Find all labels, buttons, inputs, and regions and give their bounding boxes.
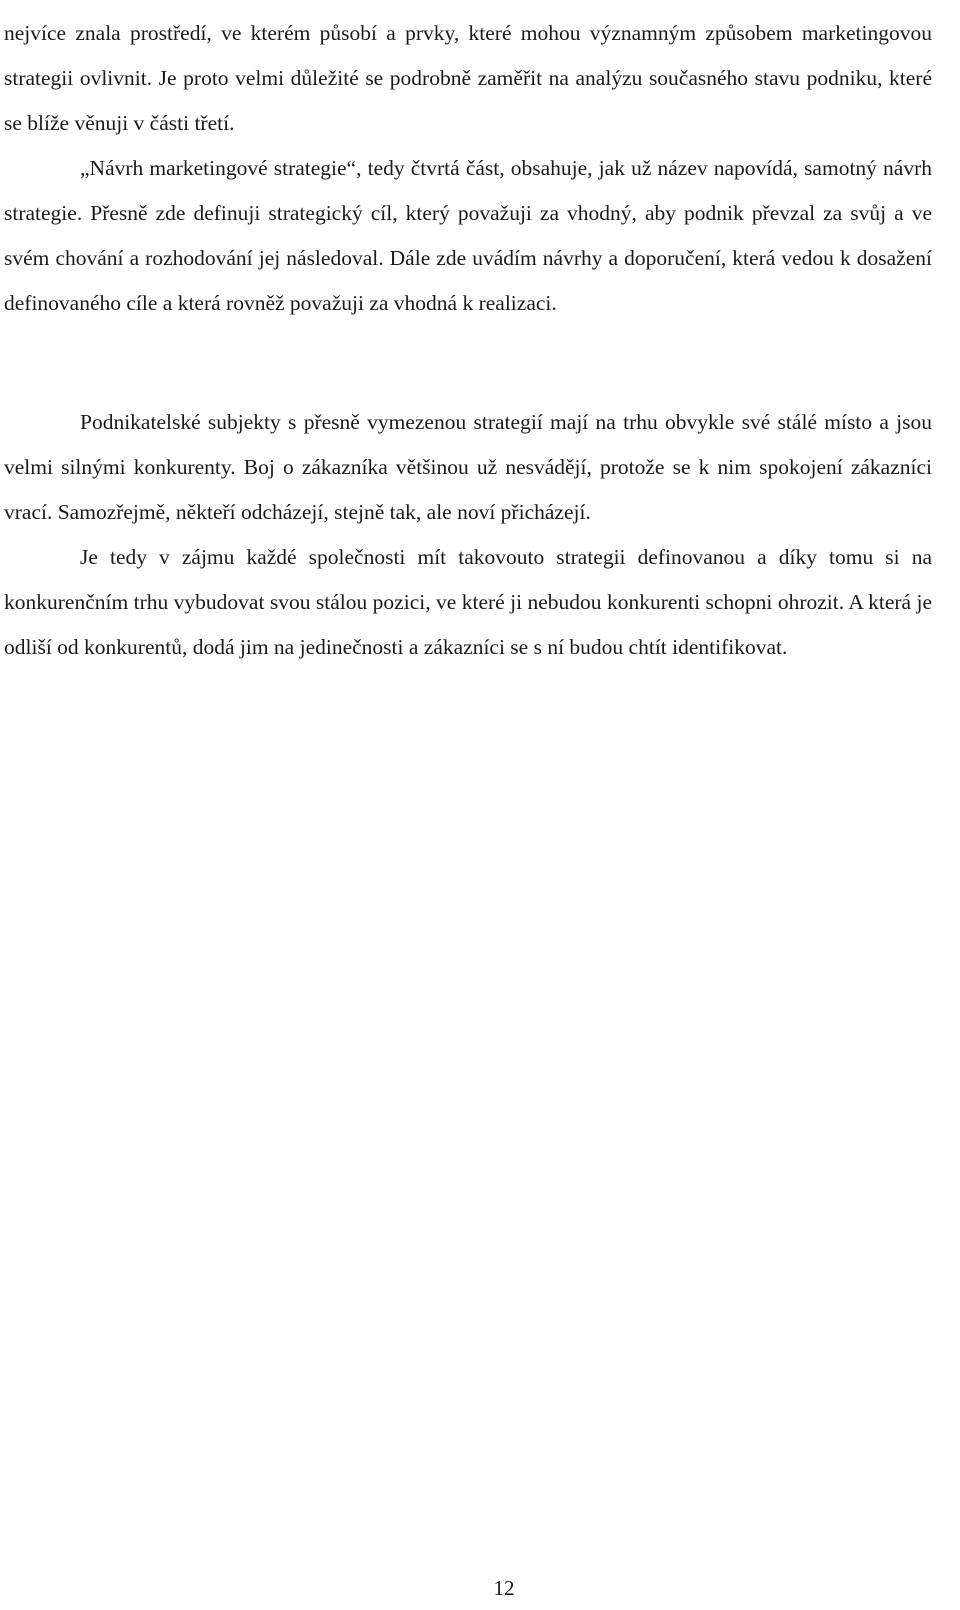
paragraph-continuation: nejvíce znala prostředí, ve kterém působí a prvky, které mohou významným způsobem marketingovou strategii ovlivnit. Je proto velmi důležité se podrobně zaměřit na analýzu současného stavu podniku, které se blíže věnuji v části třetí. xyxy=(4,21,932,135)
paragraph-strategy-proposal: „Návrh marketingové strategie“, tedy čtvrtá část, obsahuje, jak už název napovídá, samotný návrh strategie. Přesně zde definuji strategický cíl, který považuji za vhodný, aby podnik převzal za svůj a ve svém chování a rozhodování jej následoval. Dále zde uvádím návrhy a doporučení, která vedou k dosažení definovaného cíle a která rovněž považuji za vhodná k realizaci. xyxy=(4,156,932,315)
paragraph-business-subjects: Podnikatelské subjekty s přesně vymezenou strategií mají na trhu obvykle své stálé místo a jsou velmi silnými konkurenty. Boj o zákazníka většinou už nesvádějí, protože se k nim spokojení zákazníci vrací. Samozřejmě, někteří odcházejí, stejně tak, ale noví přicházejí. xyxy=(4,410,932,524)
paragraph-company-interest: Je tedy v zájmu každé společnosti mít takovouto strategii definovanou a díky tomu si na konkurenčním trhu vybudovat svou stálou pozici, ve které ji nebudou konkurenti schopni ohrozit. A která je odliší od konkurentů, dodá jim na jedinečnosti a zákazníci se s ní budou chtít identifikovat. xyxy=(4,545,932,659)
text-block-top xyxy=(4,11,932,326)
page-number: 12 xyxy=(493,1576,515,1600)
text-block-bottom xyxy=(4,400,932,670)
document-page xyxy=(4,0,932,1610)
